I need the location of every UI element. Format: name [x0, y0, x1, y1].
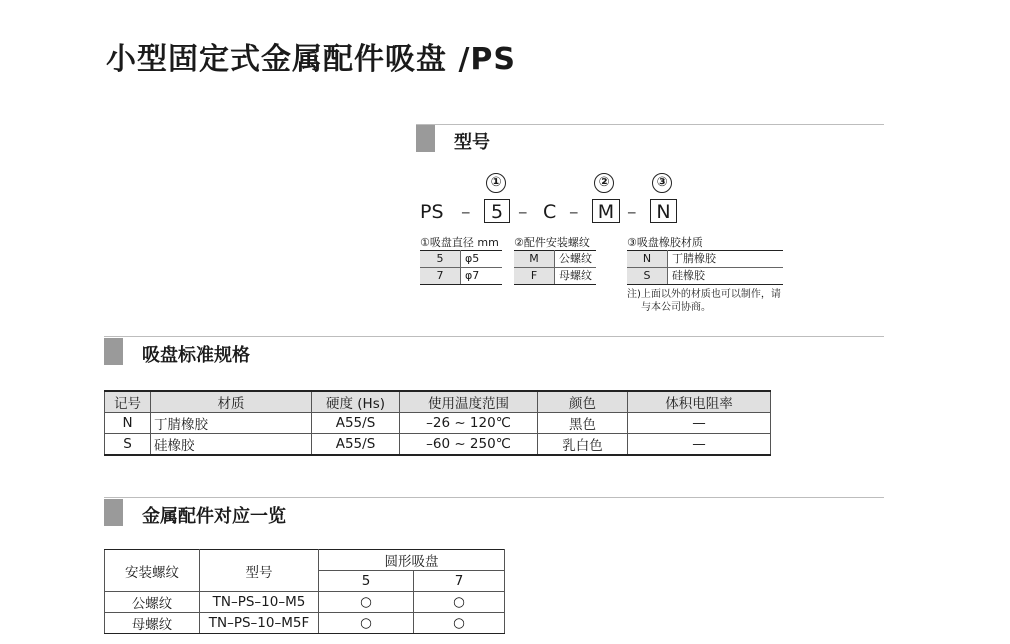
code-material-box: N — [650, 199, 677, 223]
table-row — [105, 434, 771, 456]
size-code: 7 — [420, 268, 461, 285]
cell-resistivity: — — [628, 434, 771, 456]
cell-compat: ○ — [319, 613, 414, 634]
marker-3: ③ — [652, 173, 672, 193]
fittings-section-title: 金属配件对应一览 — [142, 506, 286, 527]
size-value: φ7 — [461, 268, 503, 285]
cell-code: S — [105, 434, 151, 456]
code-dash: – — [627, 201, 637, 223]
fittings-table — [104, 549, 505, 634]
col-size-header: 7 — [414, 571, 505, 592]
table-header-row — [105, 391, 771, 413]
size-value: φ5 — [461, 251, 503, 268]
col-header: 安装螺纹 — [105, 550, 200, 592]
material-table-label: ③吸盘橡胶材质 — [627, 236, 703, 249]
section-marker — [416, 125, 435, 152]
size-code: 5 — [420, 251, 461, 268]
table-row — [420, 251, 502, 268]
page-title: 小型固定式金属配件吸盘 /PS — [106, 42, 516, 77]
cell-model: TN–PS–10–M5 — [200, 592, 319, 613]
col-header: 颜色 — [538, 391, 628, 413]
marker-2: ② — [594, 173, 614, 193]
col-header: 体积电阻率 — [628, 391, 771, 413]
model-prefix: PS — [420, 201, 444, 223]
model-section-title: 型号 — [454, 132, 490, 153]
col-header: 硬度 (Hs) — [312, 391, 400, 413]
section-divider — [104, 336, 884, 337]
material-value: 硅橡胶 — [668, 268, 784, 285]
section-marker — [104, 338, 123, 365]
thread-table-label: ②配件安装螺纹 — [514, 236, 590, 249]
material-value: 丁腈橡胶 — [668, 251, 784, 268]
col-header: 记号 — [105, 391, 151, 413]
code-thread-box: M — [592, 199, 620, 223]
cell-compat: ○ — [319, 592, 414, 613]
table-row — [105, 413, 771, 434]
section-marker — [104, 499, 123, 526]
spec-section-title: 吸盘标准规格 — [142, 345, 250, 366]
thread-code: F — [514, 268, 555, 285]
spec-table — [104, 390, 771, 456]
table-row — [627, 268, 783, 285]
table-row — [627, 251, 783, 268]
col-header: 使用温度范围 — [400, 391, 538, 413]
cell-code: N — [105, 413, 151, 434]
cell-color: 乳白色 — [538, 434, 628, 456]
note-line-2: 与本公司协商。 — [641, 302, 711, 313]
marker-1: ① — [486, 173, 506, 193]
section-divider — [416, 124, 884, 125]
table-row — [105, 613, 505, 634]
size-table — [420, 250, 502, 285]
cell-color: 黑色 — [538, 413, 628, 434]
cell-compat: ○ — [414, 613, 505, 634]
table-row — [420, 268, 502, 285]
cell-hardness: A55/S — [312, 413, 400, 434]
col-header: 材质 — [151, 391, 312, 413]
code-dash: – — [518, 201, 528, 223]
cell-compat: ○ — [414, 592, 505, 613]
thread-value: 公螺纹 — [555, 251, 597, 268]
section-divider — [104, 497, 884, 498]
note-line-1: 注)上面以外的材质也可以制作，请 — [627, 289, 781, 300]
cell-temp-range: –26 ~ 120℃ — [400, 413, 538, 434]
thread-table — [514, 250, 596, 285]
thread-code: M — [514, 251, 555, 268]
material-table — [627, 250, 783, 285]
col-header: 型号 — [200, 550, 319, 592]
cell-thread: 母螺纹 — [105, 613, 200, 634]
code-size-box: 5 — [484, 199, 510, 223]
cell-thread: 公螺纹 — [105, 592, 200, 613]
cell-material: 硅橡胶 — [151, 434, 312, 456]
size-table-label: ①吸盘直径 mm — [420, 236, 499, 249]
table-row — [514, 251, 596, 268]
code-mid: C — [543, 201, 557, 223]
table-row — [514, 268, 596, 285]
material-code: N — [627, 251, 668, 268]
cell-material: 丁腈橡胶 — [151, 413, 312, 434]
table-header-row — [105, 550, 505, 571]
code-dash: – — [461, 201, 471, 223]
code-dash: – — [569, 201, 579, 223]
cell-temp-range: –60 ~ 250℃ — [400, 434, 538, 456]
cell-resistivity: — — [628, 413, 771, 434]
thread-value: 母螺纹 — [555, 268, 597, 285]
col-size-header: 5 — [319, 571, 414, 592]
cell-model: TN–PS–10–M5F — [200, 613, 319, 634]
col-group-header: 圆形吸盘 — [319, 550, 505, 571]
material-code: S — [627, 268, 668, 285]
table-row — [105, 592, 505, 613]
cell-hardness: A55/S — [312, 434, 400, 456]
